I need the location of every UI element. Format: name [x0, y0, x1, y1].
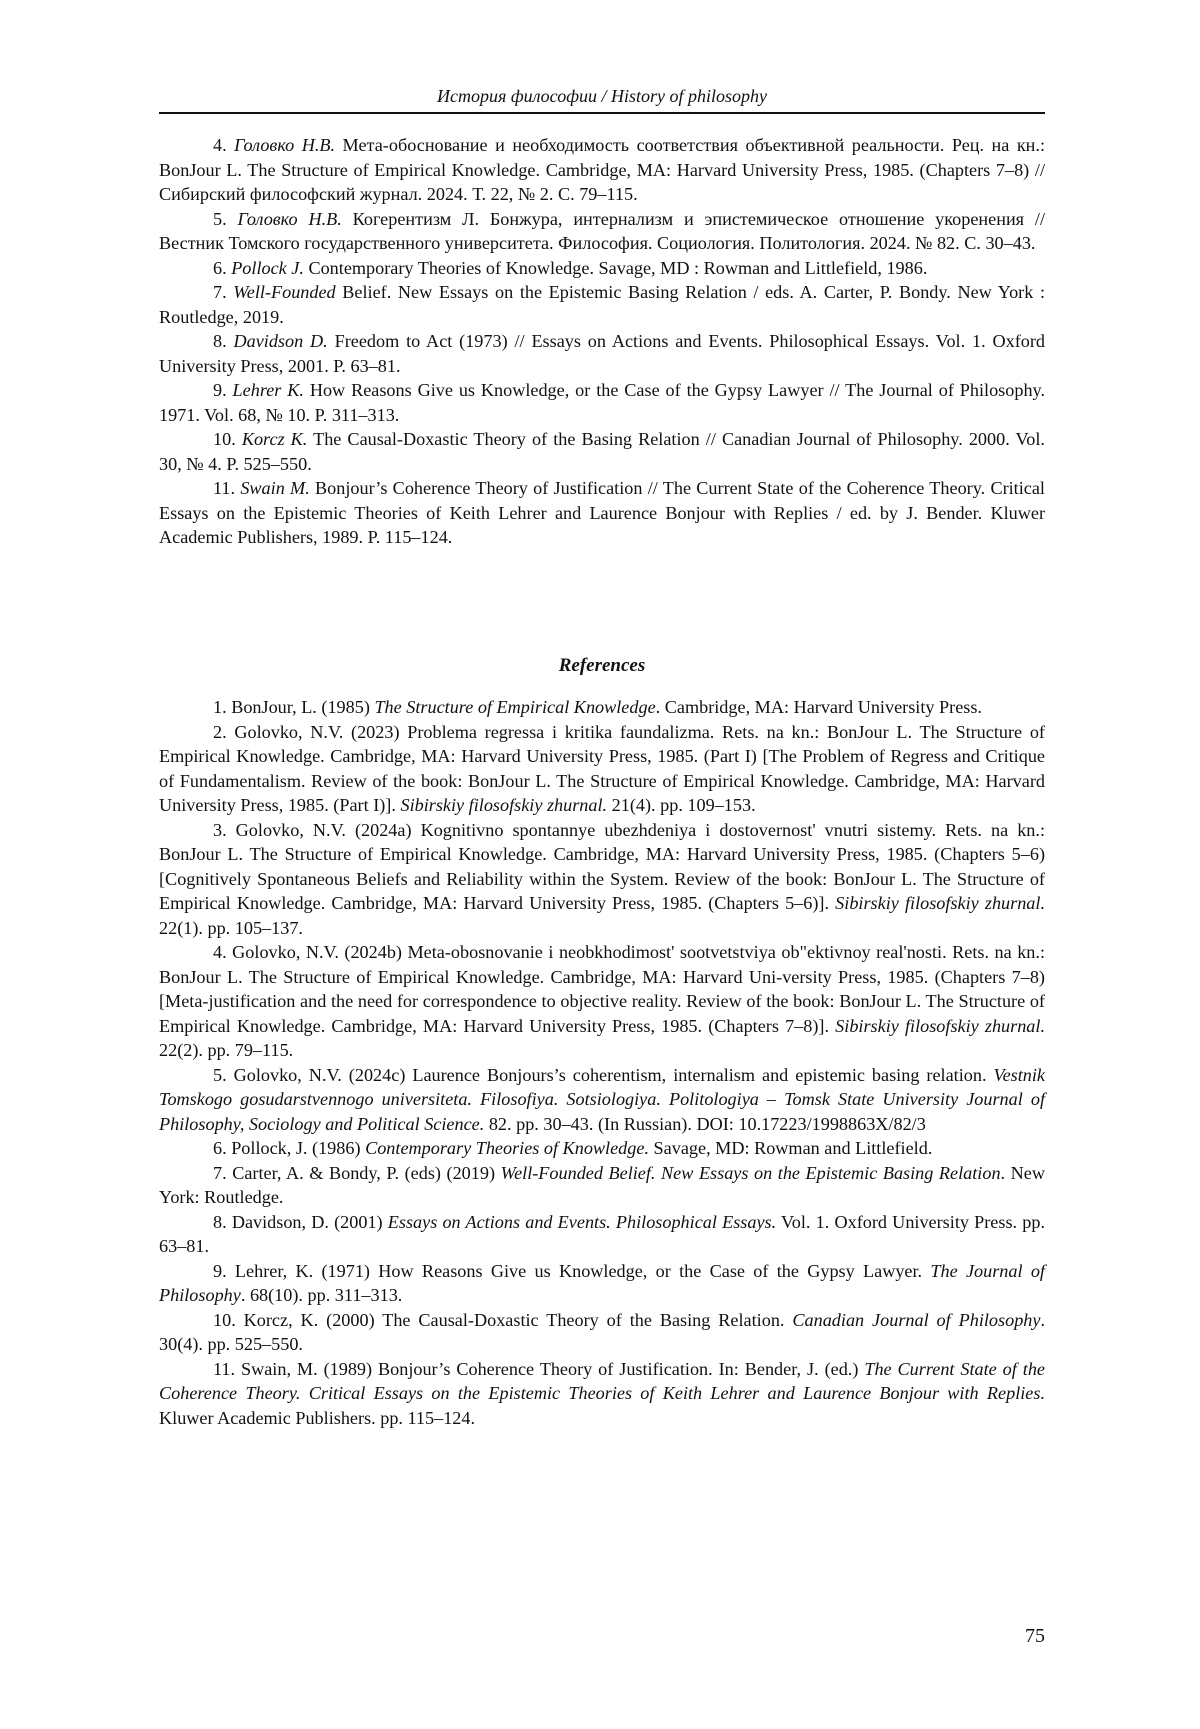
source-entry: [159, 378, 1045, 427]
italic-text: Sibirskiy filosofskiy zhurnal.: [835, 893, 1045, 913]
source-entry: [159, 329, 1045, 378]
reference-entry: [159, 1161, 1045, 1210]
reference-entry: [159, 1210, 1045, 1259]
italic-text: Well-Founded Belief. New Essays on the Epistemic Basing Relation: [500, 1162, 1001, 1183]
source-entry: [159, 133, 1045, 207]
references-heading: References: [558, 655, 646, 676]
italic-text: Sibirskiy filosofskiy zhurnal.: [400, 795, 608, 815]
reference-entry: [159, 940, 1045, 1063]
entry-text: 8. Davidson, D. (2001): [213, 1211, 388, 1232]
entry-text: 21(4). pp. 109–153.: [607, 795, 756, 815]
italic-text: Canadian Journal of Philosophy: [792, 1309, 1041, 1330]
source-entry: [159, 427, 1045, 476]
reference-entry: [159, 818, 1045, 941]
entry-text: 2. Golovko, N.V. (2023) Problema regressa i kritika faundalizma. Rets. na kn.: BonJour L. The Structure of Empirical Knowledge. Cambridge, MA: Harvard University Press, 1985. (Part I) [The Problem of Regress and Critique of Fundamentalism. Review of the book: BonJour L. The Structure of Empirical Knowledge. Cambridge, MA: Harvard University Press, 1985. (Part I)].: [159, 721, 1045, 815]
reference-entry: [159, 1136, 1045, 1161]
entry-text: 11.: [213, 478, 241, 498]
italic-text: Korcz K.: [241, 429, 308, 449]
entry-text: 5.: [213, 208, 238, 229]
reference-entry: [159, 1259, 1045, 1308]
italic-text: Well-Founded: [233, 282, 336, 302]
source-entry: [159, 207, 1045, 256]
reference-entry: [159, 1308, 1045, 1357]
entry-text: 6. Pollock, J. (1986): [213, 1138, 366, 1158]
entry-text: . Cambridge, MA: Harvard University Press.: [655, 697, 982, 717]
italic-text: Vestnik Tomskogo gosudarstvennogo universiteta. Filosofiya. Sotsiologiya. Politologiya – Tomsk State University Journal of Philosophy, Sociology and Political Science.: [159, 1064, 1045, 1134]
source-entry: [159, 476, 1045, 550]
entry-text: Freedom to Act (1973) // Essays on Actions and Events. Philosophical Essays. Vol. 1. Oxford University Press, 2001. P. 63–81.: [159, 331, 1046, 376]
entry-text: 22(2). pp. 79–115.: [159, 1040, 294, 1060]
entry-text: Kluwer Academic Publishers. pp. 115–124.: [159, 1407, 476, 1428]
entry-text: 3. Golovko, N.V. (2024a) Kognitivno spontannye ubezhdeniya i dostovernost' vnutri sistemy. Rets. na kn.: BonJour L. The Structure of Empirical Knowledge. Cambridge, MA: Harvard University Press, 1985. (Chapters 5–6) [Cognitively Spontaneous Beliefs and Reliability within the System. Review of the book: BonJour L. The Structure of Empirical Knowledge. Cambridge, MA: Harvard University Press, 1985. (Chapters 5–6)].: [159, 819, 1045, 913]
italic-text: Головко Н.В.: [237, 208, 342, 229]
entry-text: The Causal-Doxastic Theory of the Basing Relation // Canadian Journal of Philosophy. 2000. Vol. 30, № 4. P. 525–550.: [159, 429, 1045, 474]
entry-text: 4. Golovko, N.V. (2024b) Meta-obosnovanie i neobkhodimost' sootvetstviya ob"ektivnoy real'nosti. Rets. na kn.: BonJour L. The Structure of Empirical Knowledge. Cambridge, MA: Harvard Uni-versity Press, 1985. (Chapters 7–8) [Meta-justification and the need for correspondence to objective reality. Review of the book: BonJour L. The Structure of Empirical Knowledge. Cambridge, MA: Harvard University Press, 1985. (Chapters 7–8)].: [159, 942, 1045, 1036]
entry-text: 7.: [213, 282, 234, 302]
entry-text: 82. pp. 30–43. (In Russian). DOI: 10.17223/1998863X/82/3: [484, 1113, 926, 1134]
entry-text: Savage, MD: Rowman and Littlefield.: [649, 1138, 933, 1158]
entry-text: Когерентизм Л. Бонжура, интернализм и эпистемическое отношение укоренения // Вестник Томского государственного университета. Философия. Социология. Политология. 2024. № 82. С. 30–43.: [159, 208, 1045, 253]
italic-text: Davidson D.: [233, 331, 328, 351]
entry-text: 1. BonJour, L. (1985): [213, 697, 375, 717]
entry-text: 5. Golovko, N.V. (2024c) Laurence Bonjours’s coherentism, internalism and epistemic basing relation.: [213, 1064, 994, 1085]
italic-text: Essays on Actions and Events. Philosophical Essays.: [387, 1211, 777, 1232]
entry-text: Bonjour’s Coherence Theory of Justification // The Current State of the Coherence Theory. Critical Essays on the Epistemic Theories of Keith Lehrer and Laurence Bonjour with Replies / ed. by J. Bender. Kluwer Academic Publishers, 1989. P. 115–124.: [159, 478, 1045, 547]
italic-text: Sibirskiy filosofskiy zhurnal.: [835, 1015, 1045, 1036]
italic-text: Pollock J.: [231, 257, 304, 278]
italic-text: The Current State of the Coherence Theory. Critical Essays on the Epistemic Theories of Keith Lehrer and Laurence Bonjour with Replies.: [159, 1358, 1045, 1403]
reference-entry: [159, 695, 1045, 720]
italic-text: Lehrer K.: [232, 380, 304, 400]
italic-text: Головко Н.В.: [234, 135, 336, 155]
italic-text: The Structure of Empirical Knowledge: [374, 697, 656, 717]
entry-text: 4.: [213, 135, 235, 155]
source-entry: [159, 256, 1045, 281]
page-number: 75: [1025, 1625, 1045, 1647]
italic-text: Swain M.: [240, 478, 310, 498]
entry-text: How Reasons Give us Knowledge, or the Case of the Gypsy Lawyer // The Journal of Philosophy. 1971. Vol. 68, № 10. P. 311–313.: [159, 380, 1046, 425]
entry-text: . 30(4). pp. 525–550.: [159, 1309, 1045, 1354]
italic-text: The Journal of Philosophy: [159, 1260, 1045, 1305]
entry-text: Belief. New Essays on the Epistemic Basing Relation / eds. A. Carter, P. Bondy. New York : Routledge, 2019.: [159, 282, 1046, 327]
reference-entry: [159, 1357, 1045, 1431]
entry-text: Vol. 1. Oxford University Press. pp. 63–81.: [159, 1211, 1045, 1256]
reference-entry: [159, 720, 1045, 818]
entry-text: 9.: [213, 380, 233, 400]
source-list: [159, 133, 1045, 550]
entry-text: . 68(10). pp. 311–313.: [240, 1285, 403, 1305]
italic-text: Contemporary Theories of Knowledge.: [365, 1138, 649, 1158]
entry-text: 6.: [213, 257, 232, 278]
reference-entry: [159, 1063, 1045, 1137]
entry-text: 10.: [213, 429, 242, 449]
entry-text: 22(1). pp. 105–137.: [159, 917, 303, 938]
entry-text: 8.: [213, 331, 234, 351]
entry-text: . New York: Routledge.: [159, 1162, 1045, 1207]
entry-text: 7. Carter, A. & Bondy, P. (eds) (2019): [213, 1162, 501, 1183]
entry-text: 10. Korcz, K. (2000) The Causal-Doxastic Theory of the Basing Relation.: [213, 1309, 793, 1330]
running-header: История философии / History of philosophy: [436, 86, 768, 106]
references-list: [159, 695, 1045, 1430]
entry-text: Мета-обоснование и необходимость соответствия объективной реальности. Рец. на кн.: BonJour L. The Structure of Empirical Knowledge. Cambridge, MA: Harvard University Press, 1985. (Chapters 7–8) // Сибирский философский журнал. 2024. Т. 22, № 2. С. 79–115.: [159, 135, 1045, 204]
entry-text: 9. Lehrer, K. (1971) How Reasons Give us Knowledge, or the Case of the Gypsy Lawyer.: [213, 1260, 931, 1281]
header-rule: [159, 112, 1045, 114]
source-entry: [159, 280, 1045, 329]
entry-text: Contemporary Theories of Knowledge. Savage, MD : Rowman and Littlefield, 1986.: [303, 257, 928, 278]
entry-text: 11. Swain, M. (1989) Bonjour’s Coherence Theory of Justification. In: Bender, J. (ed.): [213, 1358, 865, 1379]
